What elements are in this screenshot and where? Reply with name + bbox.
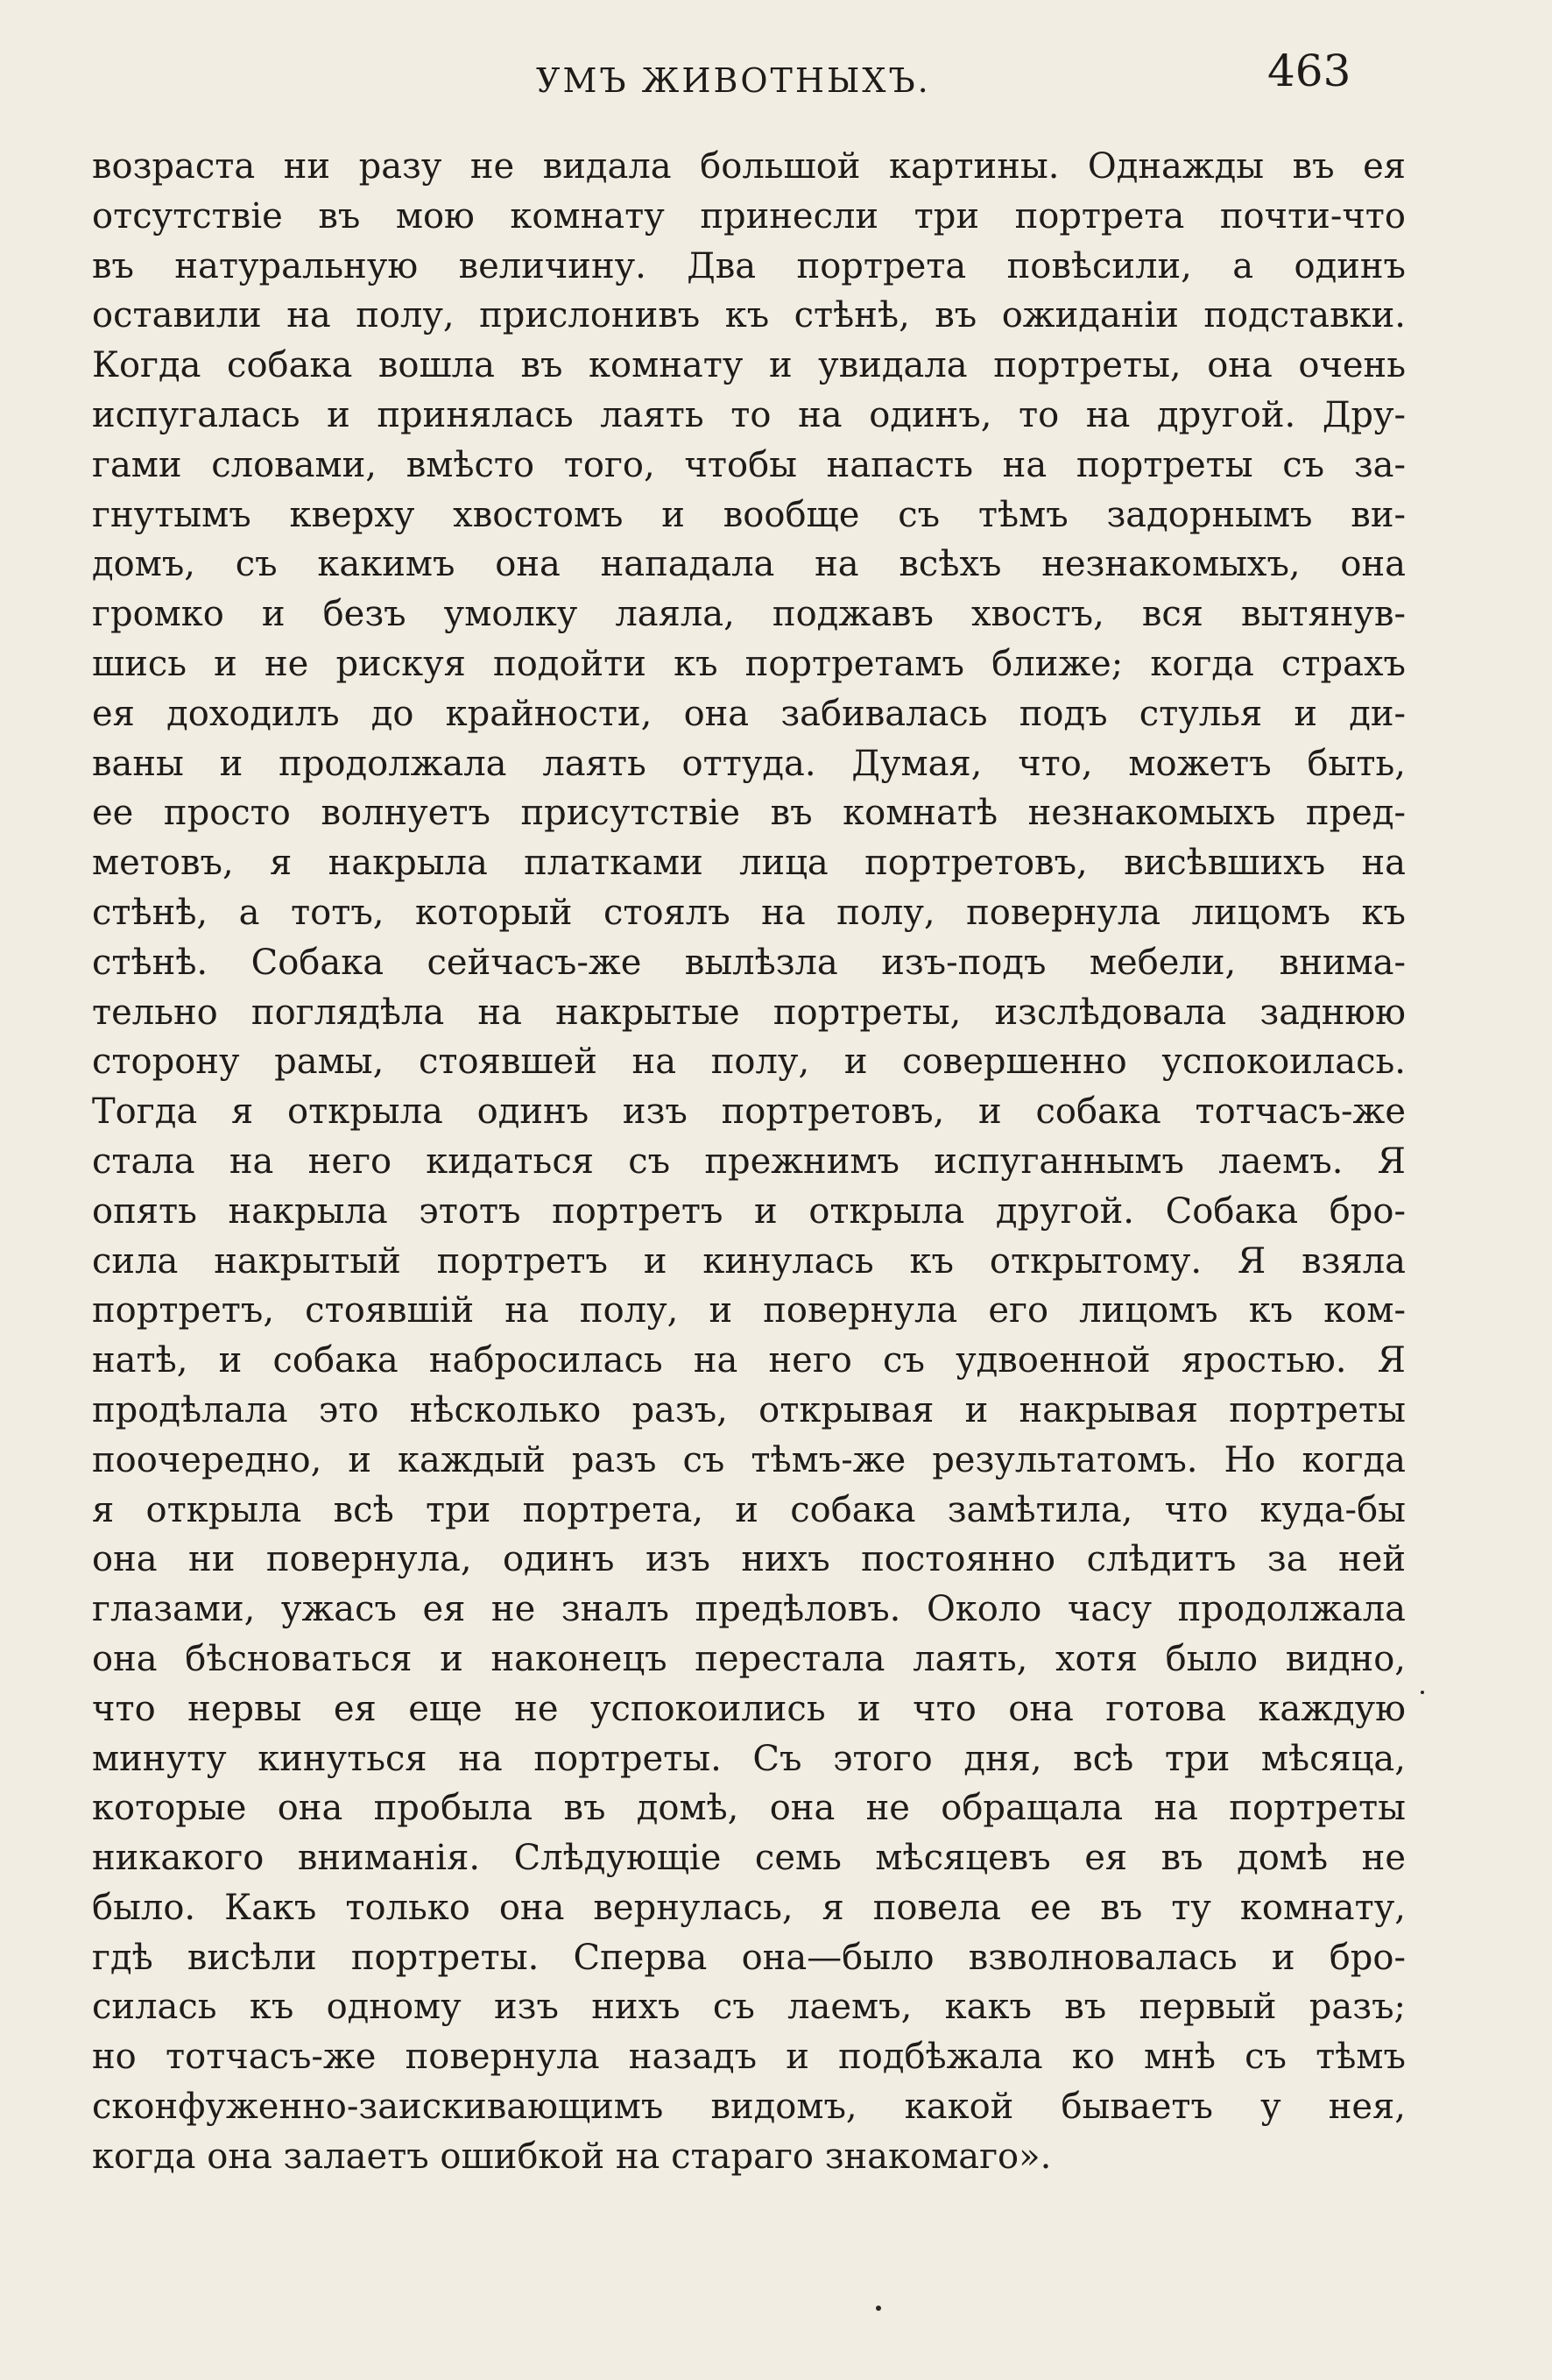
text-line: сконфуженно-заискивающимъ видомъ, какой бываетъ у нея, — [92, 2087, 1406, 2128]
text-line: гнутымъ кверху хвостомъ и вообще съ тѣмъ задорнымъ ви- — [92, 494, 1406, 535]
text-line: что нервы ея еще не успокоились и что она готова каждую — [92, 1688, 1406, 1729]
text-line: но тотчасъ-же повернула назадъ и подбѣжала ко мнѣ съ тѣмъ — [92, 2037, 1406, 2078]
text-line: силась къ одному изъ нихъ съ лаемъ, какъ въ первый разъ; — [92, 1987, 1406, 2028]
text-line: громко и безъ умолку лаяла, поджавъ хвостъ, вся вытянув- — [92, 594, 1406, 635]
running-head — [0, 46, 1552, 107]
body-paragraph — [92, 142, 1406, 2182]
text-line: продѣлала это нѣсколько разъ, открывая и накрывая портреты — [92, 1389, 1406, 1430]
text-line: метовъ, я накрыла платками лица портретовъ, висѣвшихъ на — [92, 843, 1406, 884]
print-speck — [1421, 1691, 1424, 1694]
text-line: ваны и продолжала лаять оттуда. Думая, что, можетъ быть, — [92, 743, 1406, 784]
text-line: она ни повернула, одинъ изъ нихъ постоянно слѣдитъ за ней — [92, 1539, 1406, 1580]
text-line: поочередно, и каждый разъ съ тѣмъ-же результатомъ. Но когда — [92, 1439, 1406, 1480]
text-line: сторону рамы, стоявшей на полу, и совершенно успокоилась. — [92, 1042, 1406, 1083]
text-line: испугалась и принялась лаять то на одинъ, то на другой. Дру- — [92, 394, 1406, 435]
text-line: стѣнѣ, а тотъ, который стоялъ на полу, повернула лицомъ къ — [92, 892, 1406, 933]
text-line: отсутствіе въ мою комнату принесли три портрета почти-что — [92, 195, 1406, 237]
text-line: оставили на полу, прислонивъ къ стѣнѣ, въ ожиданіи подставки. — [92, 295, 1406, 336]
text-line: тельно поглядѣла на накрытые портреты, изслѣдовала заднюю — [92, 992, 1406, 1033]
text-line: я открыла всѣ три портрета, и собака замѣтила, что куда-бы — [92, 1489, 1406, 1530]
text-line: которые она пробыла въ домѣ, она не обращала на портреты — [92, 1788, 1406, 1829]
text-line: когда она залаетъ ошибкой на стараго знакомаго». — [92, 2136, 1052, 2177]
text-line: гами словами, вмѣсто того, чтобы напасть на портреты съ за- — [92, 444, 1406, 485]
text-line: гдѣ висѣли портреты. Сперва она—было взволновалась и бро- — [92, 1937, 1406, 1978]
text-line: ее просто волнуетъ присутствіе въ комнатѣ незнакомыхъ пред- — [92, 793, 1406, 834]
text-line: она бѣсноваться и наконецъ перестала лаять, хотя было видно, — [92, 1638, 1406, 1679]
text-line: опять накрыла этотъ портретъ и открыла другой. Собака бро- — [92, 1190, 1406, 1232]
text-line: ея доходилъ до крайности, она забивалась подъ стулья и ди- — [92, 693, 1406, 734]
text-line: шись и не рискуя подойти къ портретамъ ближе; когда страхъ — [92, 643, 1406, 684]
text-line: глазами, ужасъ ея не зналъ предѣловъ. Около часу продолжала — [92, 1589, 1406, 1630]
page-number: 463 — [1267, 46, 1351, 96]
text-line: въ натуральную величину. Два портрета повѣсили, а одинъ — [92, 245, 1406, 286]
text-line: Тогда я открыла одинъ изъ портретовъ, и собака тотчасъ-же — [92, 1091, 1406, 1133]
running-head-title: УМЪ ЖИВОТНЫХЪ. — [536, 61, 931, 100]
text-line: минуту кинуться на портреты. Съ этого дня, всѣ три мѣсяца, — [92, 1738, 1406, 1779]
text-line: Когда собака вошла въ комнату и увидала портреты, она очень — [92, 345, 1406, 386]
text-line: стѣнѣ. Собака сейчасъ-же вылѣзла изъ-подъ мебели, внима- — [92, 942, 1406, 983]
text-line: было. Какъ только она вернулась, я повела ее въ ту комнату, — [92, 1887, 1406, 1928]
text-line: портретъ, стоявшій на полу, и повернула его лицомъ къ ком- — [92, 1290, 1406, 1331]
text-line: никакого вниманія. Слѣдующіе семь мѣсяцевъ ея въ домѣ не — [92, 1838, 1406, 1879]
text-line: стала на него кидаться съ прежнимъ испуганнымъ лаемъ. Я — [92, 1141, 1406, 1182]
text-line: натѣ, и собака набросилась на него съ удвоенной яростью. Я — [92, 1340, 1406, 1381]
text-line: возраста ни разу не видала большой картины. Однажды въ ея — [92, 146, 1406, 187]
text-line: домъ, съ какимъ она нападала на всѣхъ незнакомыхъ, она — [92, 544, 1406, 585]
text-line: сила накрытый портретъ и кинулась къ открытому. Я взяла — [92, 1240, 1406, 1282]
print-speck — [876, 2306, 881, 2311]
